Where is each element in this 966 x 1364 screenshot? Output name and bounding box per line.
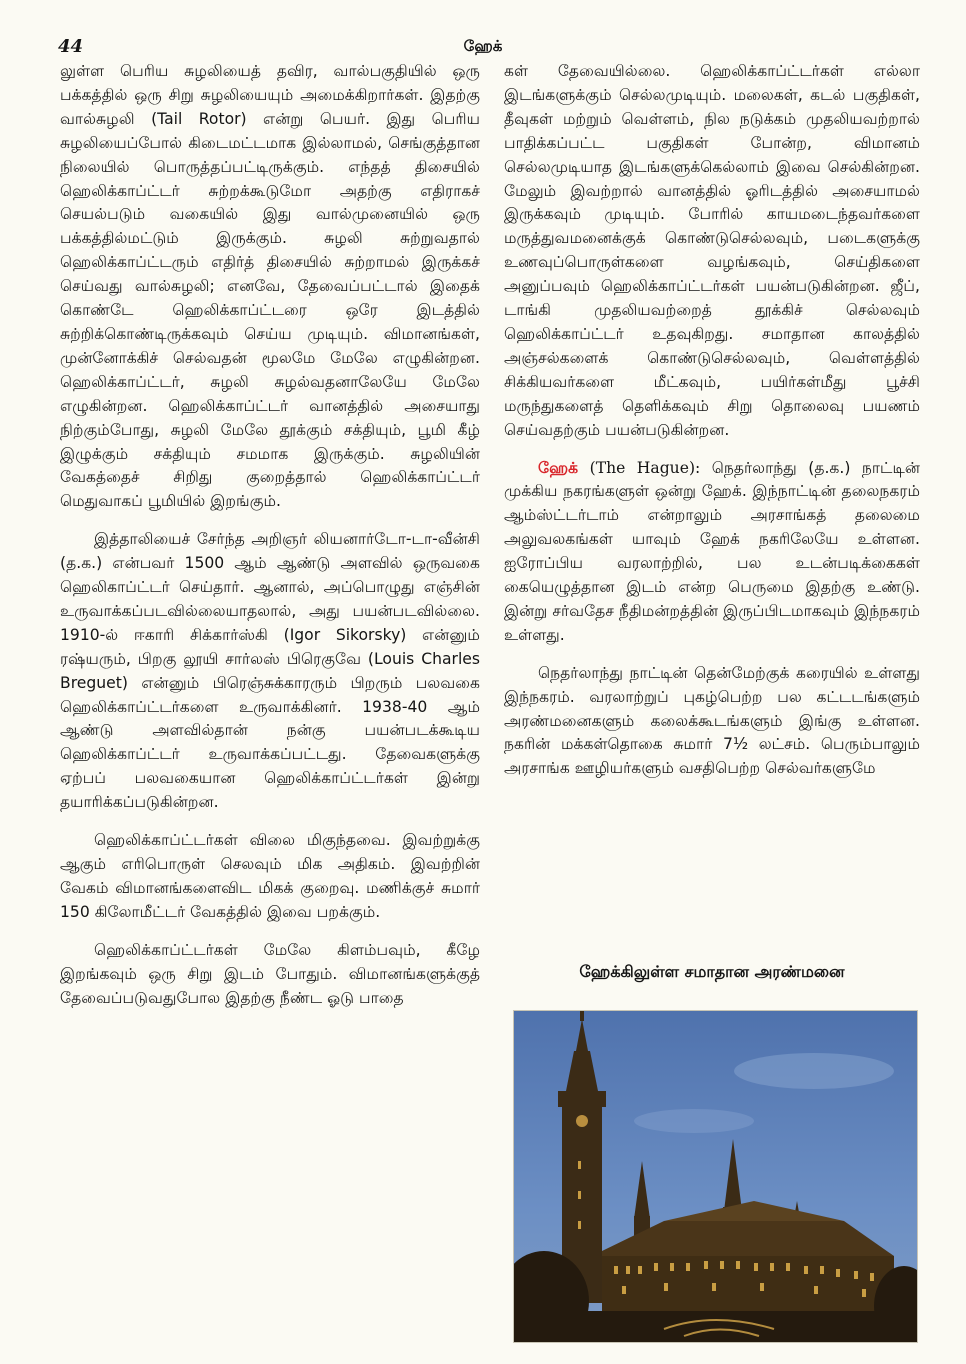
- paragraph: ஹெலிக்காப்ட்டர்கள் மேலே கிளம்பவும், கீழே இறங்கவும் ஒரு சிறு இடம் போதும். விமானங்களுக்குத் தேவைப்படுவதுபோல இதற்கு நீண்ட ஓடு பாதை: [60, 940, 480, 1007]
- paragraph: இத்தாலியைச் சேர்ந்த அறிஞர் லியனார்டோ-டா-வீன்சி (த.க.) என்பவர் 1500 ஆம் ஆண்டு அளவில் ஒருவகை ஹெலிகாப்ட்டர் செய்தார். ஆனால், அப்பொழுது எஞ்சின் உருவாக்கப்படவில்லையாதலால், அது பயன்படவில்லை. 1910-ல் ஈகாரி சிக்கார்ஸ்கி (Igor Sikorsky) என்னும் ரஷ்யரும், பிறகு லூயி சார்லஸ் பிரெகுவே (Louis Charles Breguet) என்னும் பிரெஞ்சுக்காரரும் பிறரும் பலவகை ஹெலிக்காப்ட்டர்களை உருவாக்கினர். 1938-40 ஆம் ஆண்டு அளவில்தான் நன்கு பயன்படக்கூடிய ஹெலிக்காப்ட்டர் உருவாக்கப்பட்டது. தேவைகளுக்கு ஏற்பப் பலவகையான ஹெலிக்காப்ட்டர்கள் இன்று தயாரிக்கப்படுகின்றன.: [60, 530, 480, 812]
- peace-palace-painting: [514, 1011, 917, 1342]
- entry-english-name: (The Hague):: [589, 458, 701, 477]
- figure-caption: ஹேக்கிலுள்ள சமாதான அரண்மனை: [579, 962, 845, 981]
- paragraph: லுள்ள பெரிய சுழலியைத் தவிர, வால்பகுதியில் ஒரு பக்கத்தில் ஒரு சிறு சுழலியையும் அமைக்கிறார்கள். இதற்கு வால்சுழலி (Tail Rotor) என்று பெயர். இது பெரிய சுழலியைப்போல் கிடைமட்டமாக இல்லாமல், செங்குத்தான நிலையில் பொருத்தப்பட்டிருக்கும். எந்தத் திசையில் ஹெலிக்காப்ட்டர் சுற்றக்கூடுமோ அதற்கு எதிராகச் செயல்படும் வகையில் இது வால்முனையில் ஒரு பக்கத்தில்மட்டும் இருக்கும். சுழலி சுற்றுவதால் ஹெலிக்காப்ட்டரும் எதிர்த் திசையில் சுற்றாமல் இருக்கச் செய்வது வால்சுழலி; எனவே, தேவைப்பட்டால் இதைக் கொண்டே ஹெலிக்காப்ட்டரை ஒரே இடத்தில் சுற்றிக்கொண்டிருக்கவும் செய்ய முடியும். விமானங்கள், முன்னோக்கிச் செல்வதன் மூலமே மேலே எழுகின்றன. ஹெலிக்காப்ட்டர், சுழலி சுழல்வதனாலேயே மேலே எழுகின்றன. ஹெலிக்காப்ட்டர் வானத்தில் அசையாது நிற்கும்போது, சுழலி மேலே தூக்கும் சக்தியும், பூமி கீழ் இழுக்கும் சக்தியும் சமமாக இருக்கும். சுழலியின் வேகத்தைச் சிறிது குறைத்தால் ஹெலிக்காப்ட்டர் மெதுவாகப் பூமியில் இறங்கும்.: [60, 62, 480, 511]
- entry-paragraph: [504, 457, 920, 648]
- page-number: 44: [58, 36, 84, 57]
- paragraph: நெதர்லாந்து நாட்டின் தென்மேற்குக் கரையில் உள்ளது இந்நகரம். வரலாற்றுப் புகழ்பெற்ற பல கட்டடங்களும் அரண்மனைகளும் கலைக்கூடங்களும் இங்கு உள்ளன. நகரின் மக்கள்தொகை சுமார் 7½ லட்சம். பெரும்பாலும் அரசாங்க ஊழியர்களும் வசதிபெற்ற செல்வர்களுமே: [504, 663, 920, 778]
- peace-palace-illustration: [513, 1010, 918, 1343]
- entry-text: நெதர்லாந்து (த.க.) நாட்டின் முக்கிய நகரங்களுள் ஒன்று ஹேக். இந்நாட்டின் தலைநகரம் ஆம்ஸ்ட்டர்டாம் என்றாலும் அரசாங்கத் தலைமை அலுவலகங்கள் யாவும் ஹேக் நகரிலேயே உள்ளன. ஐரோப்பிய வரலாற்றில், பல உடன்படிக்கைகள் கையெழுத்தான இடம் என்ற பெருமை இதற்கு உண்டு. இன்று சர்வதேச நீதிமன்றத்தின் இருப்பிடமாகவும் இந்நகரம் உள்ளது.: [504, 458, 920, 644]
- paragraph: கள் தேவையில்லை. ஹெலிக்காப்ட்டர்கள் எல்லா இடங்களுக்கும் செல்லமுடியும். மலைகள், கடல் பகுதிகள், தீவுகள் மற்றும் வெள்ளம், நில நடுக்கம் முதலியவற்றால் பாதிக்கப்பட்ட பகுதிகள் போன்ற, விமானம் செல்லமுடியாத இடங்களுக்கெல்லாம் இவை செல்கின்றன. மேலும் இவற்றால் வானத்தில் ஓரிடத்தில் அசையாமல் இருக்கவும் முடியும். போரில் காயமடைந்தவர்களை மருத்துவமனைக்குக் கொண்டுசெல்லவும், படைகளுக்கு உணவுப்பொருள்களை வழங்கவும், செய்திகளை அனுப்பவும் ஹெலிக்காப்ட்டர்கள் பயன்படுகின்றன. ஜீப், டாங்கி முதலியவற்றைத் தூக்கிச் செல்லவும் ஹெலிக்காப்ட்டர் உதவுகிறது. சமாதான காலத்தில் அஞ்சல்களைக் கொண்டுசெல்லவும், வெள்ளத்தில் சிக்கியவர்களை மீட்கவும், பயிர்கள்மீது பூச்சி மருந்துகளைத் தெளிக்கவும் சிறு தொலைவு பயணம் செய்வதற்கும் பயன்படுகின்றன.: [504, 62, 920, 439]
- left-column: [60, 60, 480, 1024]
- right-column: [504, 60, 920, 795]
- running-head: ஹேக்: [463, 37, 503, 55]
- paragraph: ஹெலிக்காப்ட்டர்கள் விலை மிகுந்தவை. இவற்றுக்கு ஆகும் எரிபொருள் செலவும் மிக அதிகம். இவற்றின் வேகம் விமானங்களைவிட மிகக் குறைவு. மணிக்குச் சுமார் 150 கிலோமீட்டர் வேகத்தில் இவை பறக்கும்.: [60, 831, 480, 921]
- entry-title: ஹேக்: [538, 458, 579, 477]
